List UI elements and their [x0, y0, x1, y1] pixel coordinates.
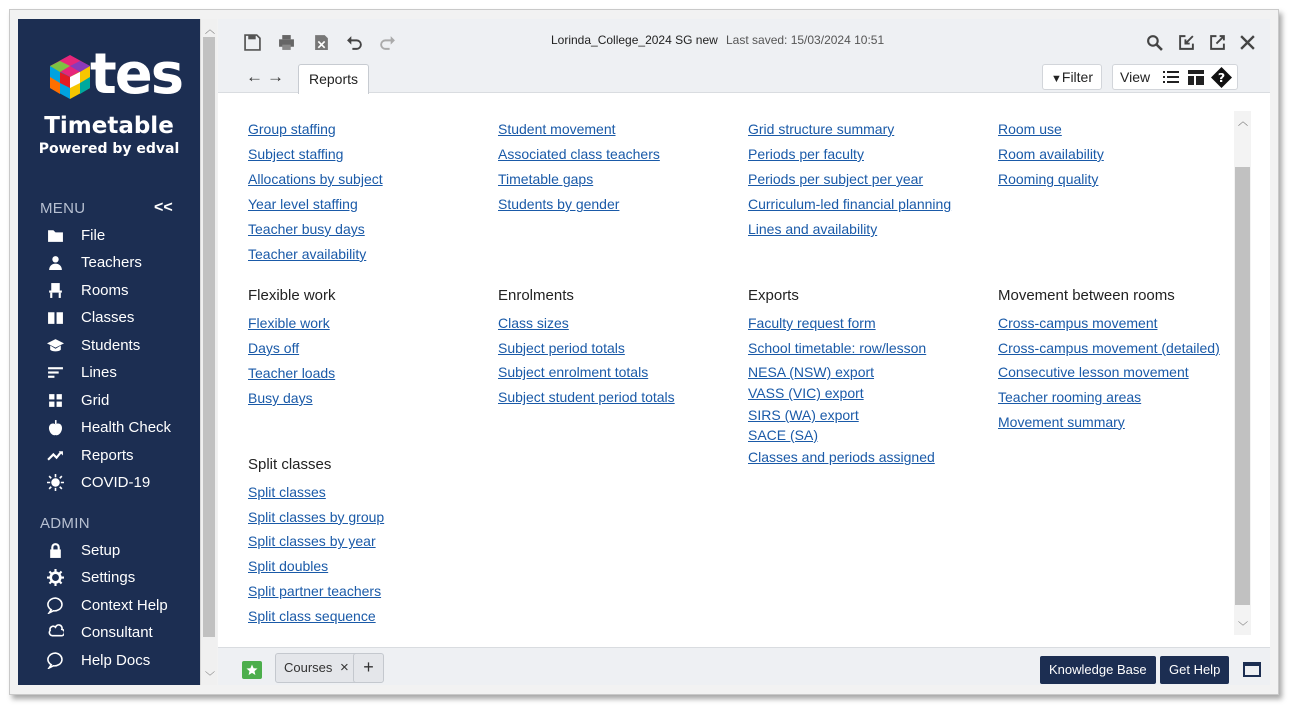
lines-icon [46, 363, 64, 381]
sidebar-item-lines[interactable] [46, 359, 196, 385]
report-link[interactable]: Lines and availability [748, 221, 878, 237]
report-link[interactable]: Allocations by subject [248, 171, 383, 187]
report-link[interactable]: Split class sequence [248, 607, 376, 624]
content-scroll-thumb[interactable] [1235, 167, 1250, 605]
bottom-bar [218, 647, 1270, 685]
add-tab-button[interactable]: + [353, 653, 384, 683]
person-icon [46, 253, 64, 271]
sidebar-item-teachers[interactable] [46, 249, 196, 275]
section-title: Flexible work [248, 287, 336, 304]
report-link[interactable]: Room use [998, 121, 1062, 137]
sidebar-item-covid[interactable] [46, 469, 196, 495]
sidebar-item-context-help[interactable] [46, 592, 196, 618]
section-title: Movement between rooms [998, 287, 1175, 304]
report-link[interactable]: Split partner teachers [248, 582, 382, 599]
sidebar-item-label: Setup [81, 541, 121, 559]
sidebar-item-classes[interactable] [46, 304, 196, 330]
product-title: Timetable [44, 113, 174, 139]
sidebar-scrollbar[interactable] [200, 19, 217, 685]
virus-icon [46, 473, 64, 491]
filter-label: Filter [1061, 69, 1094, 85]
menu-header: MENU [40, 200, 86, 217]
report-link[interactable]: Movement summary [998, 413, 1125, 430]
report-link[interactable]: Teacher availability [248, 246, 367, 262]
sidebar-item-health-check[interactable] [46, 414, 196, 440]
app-window [9, 9, 1279, 695]
dock-in-icon[interactable] [1176, 32, 1196, 52]
sidebar-item-consultant[interactable] [46, 619, 196, 645]
report-link[interactable]: Curriculum-led financial planning [748, 196, 952, 212]
report-link[interactable]: Associated class teachers [498, 146, 660, 162]
sidebar-item-label: Students [81, 336, 141, 354]
tab-reports[interactable]: Reports [298, 64, 369, 94]
report-link[interactable]: Year level staffing [248, 196, 358, 212]
folder-icon [46, 226, 64, 244]
reports-content [218, 94, 1270, 647]
sidebar-item-label: COVID-19 [81, 473, 151, 491]
sidebar-item-label: Help Docs [81, 651, 151, 669]
powered-by: Powered by edval [38, 141, 180, 157]
redo-icon[interactable] [377, 32, 397, 52]
export-excel-icon[interactable] [311, 32, 331, 52]
sidebar-item-label: Rooms [81, 281, 129, 299]
report-link[interactable]: Subject student period totals [498, 389, 675, 406]
gear-icon [46, 568, 64, 586]
sidebar-item-label: Lines [81, 363, 117, 381]
sidebar-item-label: Reports [81, 446, 134, 464]
layout-view-icon[interactable] [1188, 70, 1204, 85]
scroll-up-icon[interactable]: ︿ [1238, 117, 1248, 128]
logo-cube-icon [44, 51, 96, 103]
help-docs-icon [46, 651, 64, 669]
knowledge-base-button[interactable]: Knowledge Base [1040, 656, 1156, 684]
sidebar-item-label: Grid [81, 391, 110, 409]
logo-text: tes [90, 42, 183, 107]
save-icon[interactable] [242, 32, 262, 52]
sidebar-item-settings[interactable] [46, 564, 196, 590]
sidebar-item-label: Teachers [81, 253, 142, 271]
collapse-sidebar-button[interactable]: << [154, 199, 173, 216]
report-link[interactable]: Rooming quality [998, 171, 1099, 187]
window-toggle-icon[interactable] [1243, 662, 1261, 677]
course-tab-label: Courses [284, 660, 333, 675]
scroll-down-icon[interactable]: ﹀ [205, 672, 215, 683]
chair-icon [46, 281, 64, 299]
sidebar-item-label: File [81, 226, 106, 244]
report-link[interactable]: Periods per subject per year [748, 171, 924, 187]
pop-out-icon[interactable] [1207, 32, 1227, 52]
sidebar-item-label: Classes [81, 308, 135, 326]
last-saved: Last saved: 15/03/2024 10:51 [726, 33, 885, 47]
filter-button[interactable] [1042, 64, 1102, 90]
report-link[interactable]: Teacher busy days [248, 221, 365, 237]
section-title: Enrolments [498, 287, 574, 304]
book-icon [46, 308, 64, 326]
search-icon[interactable] [1144, 32, 1164, 52]
scroll-up-icon[interactable]: ︿ [205, 25, 215, 36]
sidebar-item-label: Consultant [81, 623, 153, 641]
report-link[interactable]: Split classes by group [248, 508, 385, 525]
star-icon [246, 664, 258, 676]
sidebar-item-file[interactable] [46, 222, 196, 248]
funnel-icon: ▼ [1051, 73, 1062, 85]
main-panel [218, 19, 1270, 685]
report-link[interactable]: Subject enrolment totals [498, 364, 649, 381]
report-link[interactable]: Days off [248, 340, 300, 356]
close-icon[interactable] [1237, 32, 1257, 52]
report-link[interactable]: Cross-campus movement (detailed) [998, 339, 1220, 356]
content-scrollbar[interactable] [1234, 111, 1251, 635]
sidebar-item-setup[interactable] [46, 537, 196, 563]
help-diamond-icon[interactable] [1211, 67, 1232, 88]
report-link[interactable]: Teacher loads [248, 365, 336, 381]
forward-arrow-icon[interactable]: → [267, 67, 284, 86]
report-link[interactable]: Room availability [998, 146, 1104, 162]
chat-help-icon [46, 596, 64, 614]
report-link[interactable]: Split classes [248, 484, 326, 500]
report-link[interactable]: Cross-campus movement [998, 315, 1158, 331]
tes-logo [44, 42, 194, 111]
apple-icon [46, 418, 64, 436]
report-link[interactable]: SIRS (WA) export [748, 407, 859, 423]
report-link[interactable]: Faculty request form [748, 315, 876, 331]
print-icon[interactable] [276, 32, 296, 52]
sidebar-item-label: Health Check [81, 418, 172, 436]
report-link[interactable]: Flexible work [248, 315, 330, 331]
sidebar-item-grid[interactable] [46, 387, 196, 413]
report-link[interactable]: NESA (NSW) export [748, 364, 875, 380]
report-link[interactable]: Class sizes [498, 315, 569, 331]
section-title: Split classes [248, 456, 332, 473]
report-link[interactable]: Busy days [248, 390, 313, 406]
sidebar-item-students[interactable] [46, 332, 196, 358]
report-link[interactable]: Consecutive lesson movement [998, 364, 1189, 381]
report-link[interactable]: Grid structure summary [748, 121, 895, 137]
sidebar-item-reports[interactable] [46, 442, 196, 468]
sidebar-scroll-thumb[interactable] [203, 37, 215, 637]
sidebar-item-label: Context Help [81, 596, 168, 614]
sidebar-item-help-docs[interactable] [46, 647, 196, 673]
get-help-button[interactable]: Get Help [1160, 656, 1229, 684]
grid-icon [46, 391, 64, 409]
report-link[interactable]: Split doubles [248, 558, 329, 575]
view-label: View [1120, 69, 1151, 85]
graduation-cap-icon [46, 336, 64, 354]
scroll-down-icon[interactable]: ﹀ [1238, 622, 1248, 633]
report-link[interactable]: Teacher rooming areas [998, 389, 1142, 406]
report-link[interactable]: School timetable: row/lesson [748, 340, 927, 356]
report-link[interactable]: Classes and periods assigned [748, 449, 935, 465]
report-link[interactable]: Group staffing [248, 121, 336, 137]
list-view-icon[interactable] [1163, 70, 1179, 84]
close-tab-icon[interactable]: × [340, 659, 349, 676]
report-link[interactable]: SACE (SA) [748, 427, 819, 443]
toolbar [218, 19, 1270, 93]
sidebar-item-label: Settings [81, 568, 136, 586]
tab-courses[interactable] [275, 653, 358, 683]
sidebar-item-rooms[interactable] [46, 277, 196, 303]
trend-icon [46, 446, 64, 464]
report-link[interactable]: Timetable gaps [498, 171, 594, 187]
undo-icon[interactable] [344, 32, 364, 52]
admin-header: ADMIN [40, 515, 90, 532]
report-link[interactable]: Student movement [498, 121, 616, 137]
report-link[interactable]: Periods per faculty [748, 146, 864, 162]
section-title: Exports [748, 287, 799, 304]
lock-icon [46, 541, 64, 559]
report-link[interactable]: Subject staffing [248, 146, 344, 162]
back-arrow-icon[interactable]: ← [246, 67, 263, 86]
favourite-star-button[interactable] [242, 661, 262, 679]
report-link[interactable]: Subject period totals [498, 339, 625, 356]
file-name: Lorinda_College_2024 SG new [551, 33, 718, 47]
svg-text:?: ? [1217, 70, 1226, 86]
sidebar [18, 19, 200, 685]
brain-icon [46, 623, 64, 641]
report-link[interactable]: Split classes by year [248, 533, 376, 550]
report-link[interactable]: VASS (VIC) export [748, 385, 864, 401]
report-link[interactable]: Students by gender [498, 196, 620, 212]
view-button[interactable] [1112, 64, 1238, 90]
